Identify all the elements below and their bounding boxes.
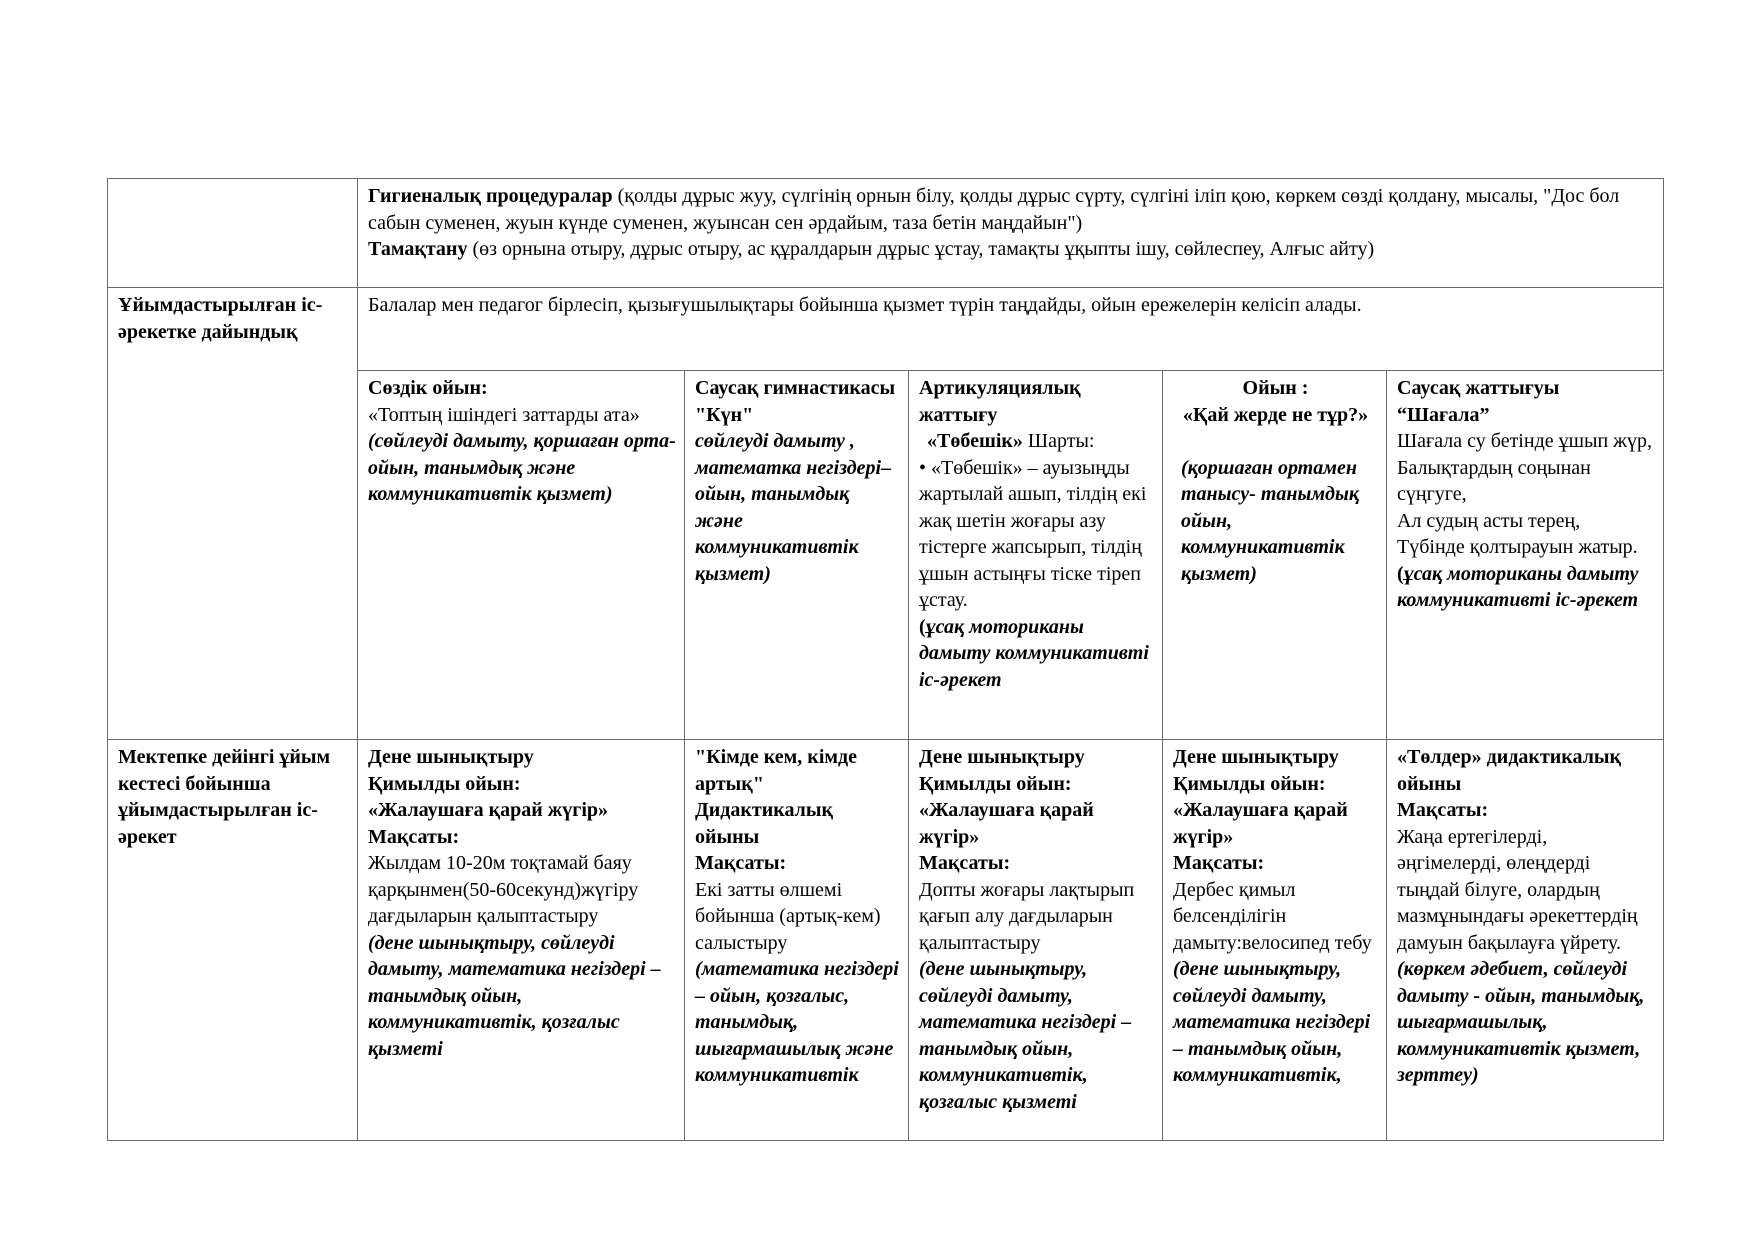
activity-line: «Жалаушаға қарай жүгір» [919,799,1094,848]
game-cell [909,371,1163,740]
org-header: Мектепке дейінгі ұйым кестесі бойынша ұйымдастырылған іс-әрекет [108,740,358,1141]
activity-cell [358,740,685,1141]
prep-row [108,288,1664,371]
activity-note: (дене шынықтыру, сөйлеуді дамыту, математика негіздері – танымдық ойын, коммуникативтік, қозғалыс қызметі [919,958,1132,1113]
game-note: сөйлеуді дамыту , математка негіздері– ойын, танымдық және коммуникативтік қызмет) [695,430,892,585]
activity-cell [1387,740,1664,1141]
activity-line: «Жалаушаға қарай жүгір» [368,799,609,821]
activity-goal: Екі затты өлшемі бойынша (артық-кем) салыстыру [695,878,881,954]
activity-note: (көркем әдебиет, сөйлеуді дамыту - ойын, танымдық, шығармашылық, коммуникативтік қызмет, зерттеу) [1397,958,1645,1086]
activity-line: Қимылды ойын: [1173,772,1326,795]
activity-cell [1163,740,1387,1141]
game-title: Саусақ жаттығуы “Шағала” [1397,377,1560,426]
poem-line: Ал судың асты терең, [1397,509,1581,532]
game-note: (қоршаған ортамен танысу- танымдық ойын, коммуникативтік қызмет) [1181,456,1359,585]
game-title: Сөздік ойын: [368,377,488,399]
activity-line: Дене шынықтыру [919,746,1085,768]
game-cell [1387,371,1664,740]
org-row [108,740,1664,1141]
activity-line: Қимылды ойын: [919,772,1072,795]
hygiene-text: (қолды дұрыс жуу, сүлгінің орнын білу, қолды дұрыс сүрту, сүлгіні іліп қою, көркем сөзді қолдану, мысалы, "Дос бол сабын суменен, жуын күнде суменен, жуынсан сен әрдайым, таза бетін маңдайын") [368,185,1620,234]
activity-line: Дене шынықтыру [1173,746,1339,768]
activity-cell [909,740,1163,1141]
note-paren: ( [1397,562,1404,585]
activity-goal: Дербес қимыл белсенділігін дамыту:велосипед тебу [1173,878,1372,954]
activity-line: "Кімде кем, кімде артық" [695,746,858,795]
game-note: ұсақ моториканы дамыту коммуникативті іс-әрекет [919,615,1149,691]
game-cell [358,371,685,740]
activity-goal: Жаңа ертегілерді, әңгімелерді, өлеңдерді тыңдай білуге, олардың мазмұнындағы әрекеттердің дамуын бақылауға үйрету. [1397,825,1638,954]
activity-note: (дене шынықтыру, сөйлеуді дамыту, математика негіздері – танымдық ойын, коммуникативтік, қозғалыс қызметі [368,931,661,1060]
hygiene-label: Гигиеналық процедуралар [368,185,613,207]
activity-note: (дене шынықтыру, сөйлеуді дамыту, математика негіздері – танымдық ойын, коммуникативтік, [1173,958,1371,1086]
prep-text: Балалар мен педагог бірлесіп, қызығушылықтары бойынша қызмет түрін таңдайды, ойын ережелерін келісіп алады. [358,288,1664,371]
meal-label: Тамақтану [368,238,468,260]
activity-line: Мақсаты: [1397,799,1489,821]
activity-line: «Жалаушаға қарай жүгір» [1173,799,1348,848]
activity-line: Мақсаты: [1173,852,1265,874]
game-title: Артикуляциялық жаттығу [919,377,1081,426]
game-text: «Топтың ішіндегі заттарды ата» [368,403,640,426]
activity-line: Мақсаты: [368,825,460,848]
game-note: (сөйлеуді дамыту, қоршаған орта-ойын, танымдық және коммуникативтік қызмет) [368,430,676,505]
empty-header-cell [108,179,358,288]
prep-header: Ұйымдастырылған іс-әрекетке дайындық [108,288,358,740]
activity-goal: Жылдам 10-20м тоқтамай баяу қарқынмен(50-60секунд)жүгіру дағдыларын қалыптастыру [368,852,639,927]
game-note: ұсақ моториканы дамыту коммуникативті іс-әрекет [1397,562,1639,611]
activity-cell [685,740,909,1141]
game-subtitle-rest: Шарты: [1022,430,1095,452]
poem-line: Балықтардың соңынан сүңгуге, [1397,456,1591,505]
game-subtitle: «Қай жерде не тұр?» [1182,403,1369,426]
game-cell [1163,371,1387,740]
game-title: Ойын : [1242,377,1309,399]
schedule-table [107,178,1664,1141]
activity-goal: Допты жоғары лақтырып қағып алу дағдыларын қалыптастыру [919,878,1135,954]
note-paren: ( [919,615,926,638]
activity-line: Мақсаты: [919,852,1011,874]
poem-line: Шағала су бетінде ұшып жүр, [1397,430,1652,452]
activity-note: (математика негіздері – ойын, қозғалыс, танымдық, шығармашылық және коммуникативтік [695,958,899,1086]
meal-text: (өз орнына отыру, дұрыс отыру, ас құралдарын дұрыс ұстау, тамақты ұқыпты ішу, сөйлеспеу, Алғыс айту) [467,238,1375,260]
game-subtitle: «Төбешік» [927,430,1023,452]
activity-line: Дидактикалық ойыны [695,799,834,848]
game-text: • «Төбешік» – ауызыңды жартылай ашып, тілдің екі жақ шетін жоғары азу тістерге жапсырып, тілдің ұшын астыңғы тіске тіреп ұстау. [919,456,1147,611]
activity-line: Дене шынықтыру [368,746,534,768]
activity-line: Қимылды ойын: [368,772,521,795]
game-title: Саусақ гимнастикасы "Күн" [695,377,896,426]
hygiene-row [108,179,1664,288]
poem-line: Түбінде қолтырауын жатыр. [1397,536,1638,558]
activity-line: Мақсаты: [695,852,787,874]
hygiene-cell [358,179,1664,288]
activity-line: «Төлдер» дидактикалық ойыны [1397,746,1622,795]
game-cell [685,371,909,740]
